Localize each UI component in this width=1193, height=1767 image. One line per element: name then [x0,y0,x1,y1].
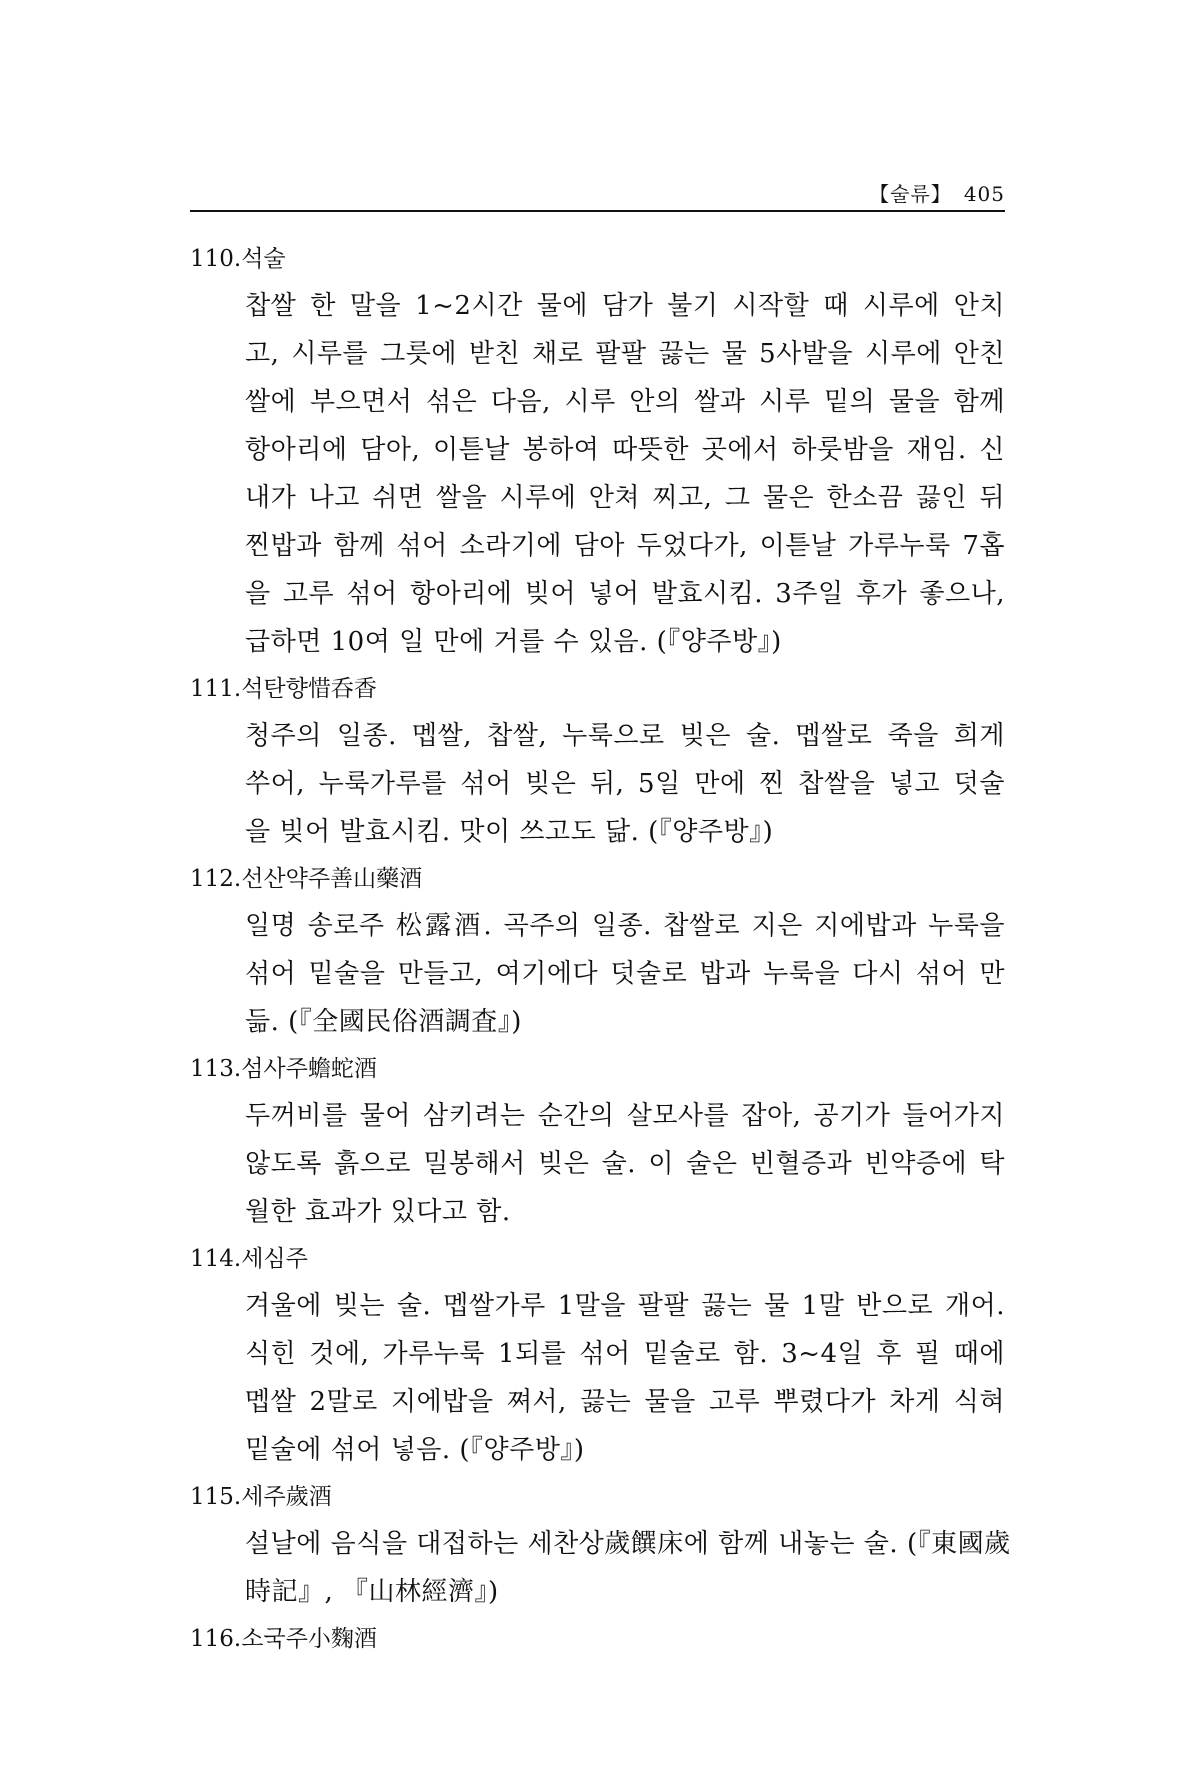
entry-heading [190,1236,1005,1282]
entry-text-line: 겨울에 빚는 술. 멥쌀가루 1말을 팔팔 끓는 물 1말 반으로 개어. [245,1291,1005,1321]
entry-text-line: 찹쌀 한 말을 1~2시간 물에 담가 불기 시작할 때 시루에 안치 [245,291,1005,321]
entry-number: 112. [190,866,242,892]
entry-heading [190,1474,1005,1520]
entry-text-line: 을 빚어 발효시킴. 맛이 쓰고도 닮. (『양주방』) [245,817,774,847]
entry-title: 세주歲酒 [241,1484,332,1510]
entry-text-line: 않도록 흙으로 밀봉해서 빚은 술. 이 술은 빈혈증과 빈약증에 탁 [245,1149,1005,1179]
entry-number: 116. [190,1626,242,1652]
entry [190,856,1005,1046]
entry-text-line: 밑술에 섞어 넣음. (『양주방』) [245,1435,585,1465]
entry-heading [190,1046,1005,1092]
entry-heading [190,236,1005,282]
entry-title: 석술 [241,246,286,272]
entry-text-line: 쑤어, 누룩가루를 섞어 빚은 뒤, 5일 만에 찐 찹쌀을 넣고 덧술 [245,769,1005,799]
entry-text-line: 섞어 밑술을 만들고, 여기에다 덧술로 밥과 누룩을 다시 섞어 만 [245,959,1005,989]
entry-title: 섬사주蟾蛇酒 [241,1056,377,1082]
entry [190,236,1005,666]
entry-text-line: 두꺼비를 물어 삼키려는 순간의 살모사를 잡아, 공기가 들어가지 [245,1101,1005,1131]
entry-text-line: 설날에 음식을 대접하는 세찬상歲饌床에 함께 내놓는 술. (『東國歲 [245,1529,1011,1559]
entry-text-line: 월한 효과가 있다고 함. [245,1197,511,1227]
entry-text-line: 일명 송로주 松露酒. 곡주의 일종. 찹쌀로 지은 지에밥과 누룩을 [245,911,1005,941]
section-title: 【술류】 [869,182,952,206]
entry-text-line: 내가 나고 쉬면 쌀을 시루에 안쳐 찌고, 그 물은 한소끔 끓인 뒤 [245,483,1005,513]
entry-text-line: 時記』, 『山林經濟』) [245,1577,499,1607]
entry [190,1616,1005,1662]
entry-number: 115. [190,1484,242,1510]
entry-text-line: 청주의 일종. 멥쌀, 찹쌀, 누룩으로 빚은 술. 멥쌀로 죽을 희게 [245,721,1005,751]
entry-number: 114. [190,1246,242,1272]
header-rule [190,210,1005,212]
entry-list [190,236,1011,1662]
entry-text-line: 듦. (『全國民俗酒調査』) [245,1007,522,1037]
entry-number: 110. [190,246,242,272]
running-head [190,178,1005,207]
entry-text-line: 을 고루 섞어 항아리에 빚어 넣어 발효시킴. 3주일 후가 좋으나, [245,579,1005,609]
entry-number: 111. [190,676,242,702]
entry-heading [190,856,1005,902]
entry-text-line: 멥쌀 2말로 지에밥을 쪄서, 끓는 물을 고루 뿌렸다가 차게 식혀 [245,1387,1005,1417]
entry-title: 세심주 [241,1246,308,1272]
entry-number: 113. [190,1056,242,1082]
entry-title: 소국주小麴酒 [241,1626,377,1652]
entry-title: 선산약주善山藥酒 [241,866,423,892]
entry-text-line: 항아리에 담아, 이튿날 봉하여 따뜻한 곳에서 하룻밤을 재임. 신 [245,435,1005,465]
entry-heading [190,1616,1005,1662]
page-number: 405 [963,182,1005,206]
entry-text-line: 쌀에 부으면서 섞은 다음, 시루 안의 쌀과 시루 밑의 물을 함께 [245,387,1005,417]
entry [190,666,1005,856]
entry [190,1236,1005,1474]
entry-title: 석탄향惜呑香 [241,676,377,702]
entry-text-line: 식힌 것에, 가루누룩 1되를 섞어 밑술로 함. 3~4일 후 필 때에 [245,1339,1005,1369]
entry-text-line: 고, 시루를 그릇에 받친 채로 팔팔 끓는 물 5사발을 시루에 안친 [245,339,1005,369]
entry-text-line: 급하면 10여 일 만에 거를 수 있음. (『양주방』) [245,627,782,657]
entry [190,1474,1011,1616]
entry-heading [190,666,1005,712]
entry [190,1046,1005,1236]
entry-text-line: 찐밥과 함께 섞어 소라기에 담아 두었다가, 이튿날 가루누룩 7홉 [245,531,1005,561]
